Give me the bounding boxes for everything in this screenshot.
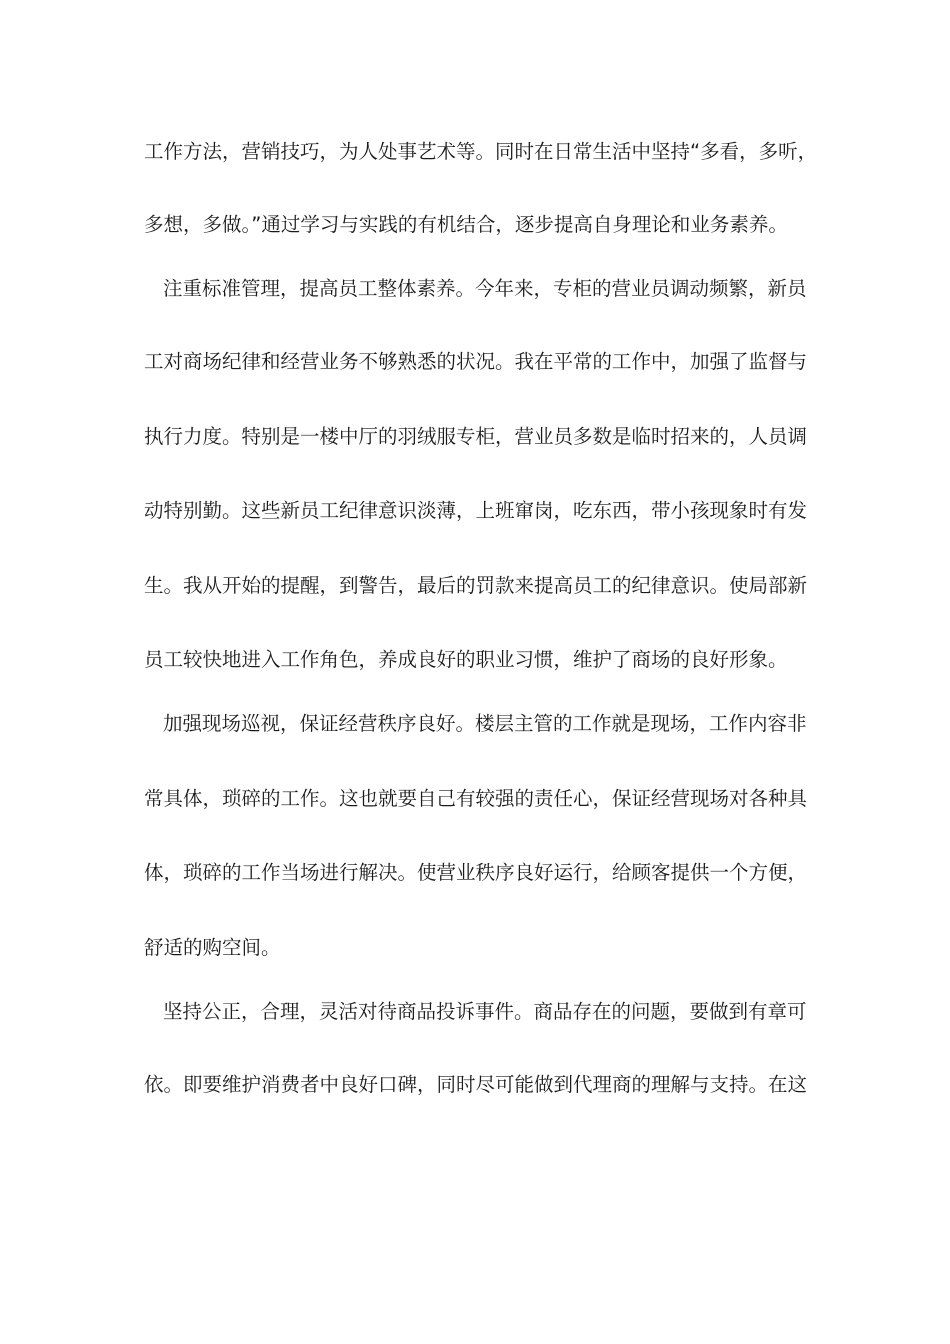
text-line: 舒适的购空间。 bbox=[144, 936, 281, 959]
text-line: 执行力度。特别是一楼中厅的羽绒服专柜，营业员多数是临时招来的，人员调 bbox=[144, 425, 808, 448]
text-line: 多想，多做。”通过学习与实践的有机结合，逐步提高自身理论和业务素养。 bbox=[144, 213, 788, 236]
paragraph-start-line: 加强现场巡视，保证经营秩序良好。楼层主管的工作就是现场，工作内容非 bbox=[163, 712, 807, 735]
paragraph-start-line: 注重标准管理，提高员工整体素养。今年来，专柜的营业员调动频繁，新员 bbox=[163, 277, 807, 300]
text-line: 员工较快地进入工作角色，养成良好的职业习惯，维护了商场的良好形象。 bbox=[144, 648, 788, 671]
text-line: 体，琐碎的工作当场进行解决。使营业秩序良好运行，给顾客提供一个方便， bbox=[144, 861, 808, 884]
text-line: 动特别勤。这些新员工纪律意识淡薄，上班窜岗，吃东西，带小孩现象时有发 bbox=[144, 499, 808, 522]
paragraph-start-line: 坚持公正，合理，灵活对待商品投诉事件。商品存在的问题，要做到有章可 bbox=[163, 1000, 807, 1023]
text-line: 常具体，琐碎的工作。这也就要自己有较强的责任心，保证经营现场对各种具 bbox=[144, 787, 808, 810]
text-line: 生。我从开始的提醒，到警告，最后的罚款来提高员工的纪律意识。使局部新 bbox=[144, 574, 808, 597]
text-line: 工作方法，营销技巧，为人处事艺术等。同时在日常生活中坚持“多看，多听， bbox=[144, 140, 818, 163]
text-line: 依。即要维护消费者中良好口碑，同时尽可能做到代理商的理解与支持。在这 bbox=[144, 1073, 808, 1096]
text-line: 工对商场纪律和经营业务不够熟悉的状况。我在平常的工作中，加强了监督与 bbox=[144, 350, 808, 373]
